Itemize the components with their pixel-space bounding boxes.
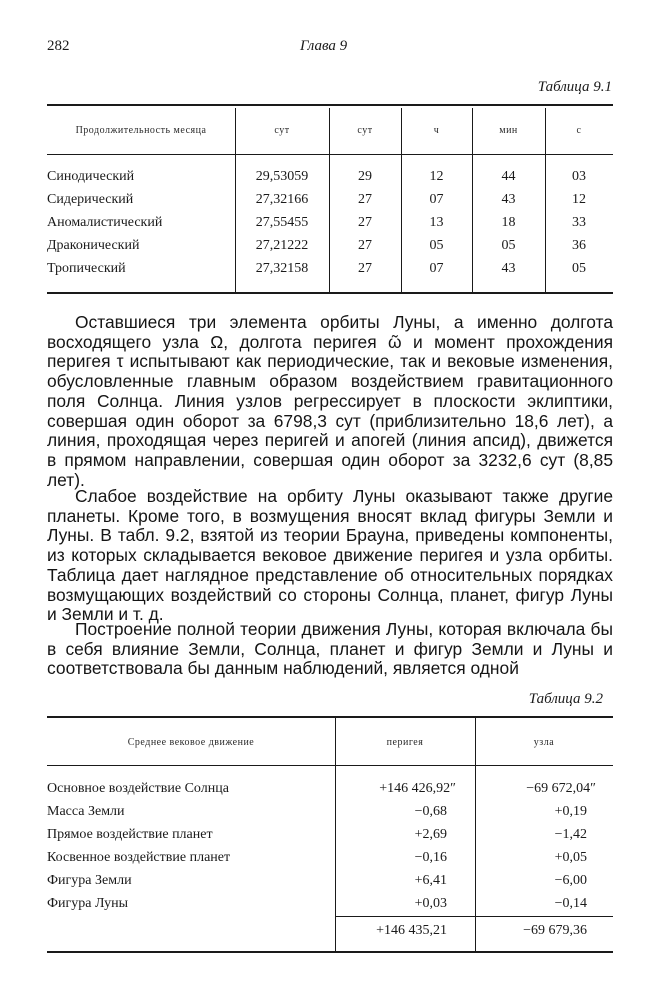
table2-total-cell: −69 679,36 xyxy=(523,923,587,938)
table1-header-cell: ч xyxy=(433,125,440,136)
table1-cell: 05 xyxy=(572,261,586,276)
table1-cell: 07 xyxy=(429,192,444,207)
table2-caption: Таблица 9.2 xyxy=(528,691,603,707)
table1-row-label: Аномалистический xyxy=(47,215,163,230)
table1-row-label: Синодический xyxy=(47,169,135,184)
table1-cell: 44 xyxy=(501,169,516,184)
table1-cell: 43 xyxy=(501,192,516,207)
table2-cell: +0,05 xyxy=(554,850,587,865)
table1-header-cell: сут xyxy=(274,125,290,136)
page-number: 282 xyxy=(47,38,70,54)
table1-caption: Таблица 9.1 xyxy=(537,79,612,95)
table1-cell: 03 xyxy=(572,169,586,184)
table2-cell: +6,41 xyxy=(414,873,447,888)
table2-cell: −0,16 xyxy=(414,850,447,865)
table1-cell: 05 xyxy=(429,238,444,253)
table1-row-label: Драконический xyxy=(47,238,140,253)
table1-row-label: Сидерический xyxy=(47,192,134,207)
table2-total-cell: +146 435,21 xyxy=(376,923,447,938)
table1-header-cell: с xyxy=(576,125,582,136)
table1-row-label: Тропический xyxy=(47,261,126,276)
table1-cell: 27,55455 xyxy=(255,215,309,230)
table1-header-cell: Продолжительность месяца xyxy=(75,125,207,136)
table1-cell: 36 xyxy=(572,238,586,253)
table1-header-cell: сут xyxy=(357,125,373,136)
table1-cell: 12 xyxy=(572,192,586,207)
table1-cell: 27,32166 xyxy=(255,192,309,207)
table2-cell: −0,14 xyxy=(554,896,587,911)
table2-row-label: Фигура Луны xyxy=(47,896,129,911)
table1-cell: 13 xyxy=(429,215,444,230)
table1-cell: 27 xyxy=(358,192,372,207)
table1-cell: 05 xyxy=(501,238,516,253)
table1-cell: 12 xyxy=(429,169,444,184)
table2-cell: +0,03 xyxy=(414,896,447,911)
table1-cell: 07 xyxy=(429,261,444,276)
table2-bottom-rule xyxy=(47,951,613,953)
table2-cell: +146 426,92″ xyxy=(379,781,456,796)
table1-bottom-rule xyxy=(47,292,613,294)
table2-header-cell: Среднее вековое движение xyxy=(127,737,255,748)
table2-cell: +2,69 xyxy=(414,827,447,842)
table2-sum-rule xyxy=(335,916,613,917)
table2-header-cell: узла xyxy=(533,737,555,748)
table2-cell: −69 672,04″ xyxy=(526,781,596,796)
body-paragraph: Оставшиеся три элемента орбиты Луны, а именно долгота восходящего узла Ω, долгота перигея ῶ и момент прохождения перигея τ испытывают как периодические, так и вековые изменения, обусловленные главным образом воздействием гравитационного поля Солнца. Линия узлов регрессирует в плоскости эклиптики, совершая один оборот за 6798,3 сут (приблизительно 18,6 лет), а линия, проходящая через перигей и апогей (линия апсид), движется в прямом направлении, совершая один оборот за 3232,6 сут (8,85 лет). xyxy=(47,312,613,490)
body-paragraph: Слабое воздействие на орбиту Луны оказывают также другие планеты. Кроме того, в возмущения вносят вклад фигуры Земли и Луны. В табл. 9.2, взятой из теории Брауна, приведены компоненты, из которых складывается вековое движение перигея и узла орбиты. Таблица дает наглядное представление об относительных порядках возмущающих воздействий со стороны Солнца, планет, фигур Луны и Земли и т. д. xyxy=(47,486,613,625)
table2-row-label: Масса Земли xyxy=(47,804,125,819)
table1-cell: 18 xyxy=(501,215,516,230)
table1-cell: 27 xyxy=(358,238,372,253)
table2-row-label: Косвенное воздействие планет xyxy=(47,850,231,865)
table1-cell: 43 xyxy=(501,261,516,276)
table2-cell: +0,19 xyxy=(554,804,587,819)
table1-cell: 29 xyxy=(358,169,372,184)
chapter-title: Глава 9 xyxy=(300,38,348,54)
table1-header-rule xyxy=(47,154,613,155)
table2-header-cell: перигея xyxy=(386,737,424,748)
table1-cell: 27 xyxy=(358,215,372,230)
table1-cell: 33 xyxy=(572,215,586,230)
table2-row-label: Основное воздействие Солнца xyxy=(47,781,229,796)
table1-top-rule xyxy=(47,104,613,106)
table2-cell: −0,68 xyxy=(414,804,447,819)
table2-header-rule xyxy=(47,765,613,766)
table1-cell: 27 xyxy=(358,261,372,276)
table1-cell: 27,32158 xyxy=(255,261,309,276)
table2-row-label: Фигура Земли xyxy=(47,873,132,888)
table2-cell: −1,42 xyxy=(554,827,587,842)
table1-cell: 27,21222 xyxy=(255,238,309,253)
table1-header-cell: мин xyxy=(499,125,518,136)
table1-cell: 29,53059 xyxy=(255,169,309,184)
body-paragraph: Построение полной теории движения Луны, которая включала бы в себя влияние Земли, Солнца, планет и фигур Земли и Луны и соответствовала бы данным наблюдений, является одной xyxy=(47,619,613,679)
table2-cell: −6,00 xyxy=(554,873,587,888)
table2-top-rule xyxy=(47,716,613,718)
table2-row-label: Прямое воздействие планет xyxy=(47,827,213,842)
